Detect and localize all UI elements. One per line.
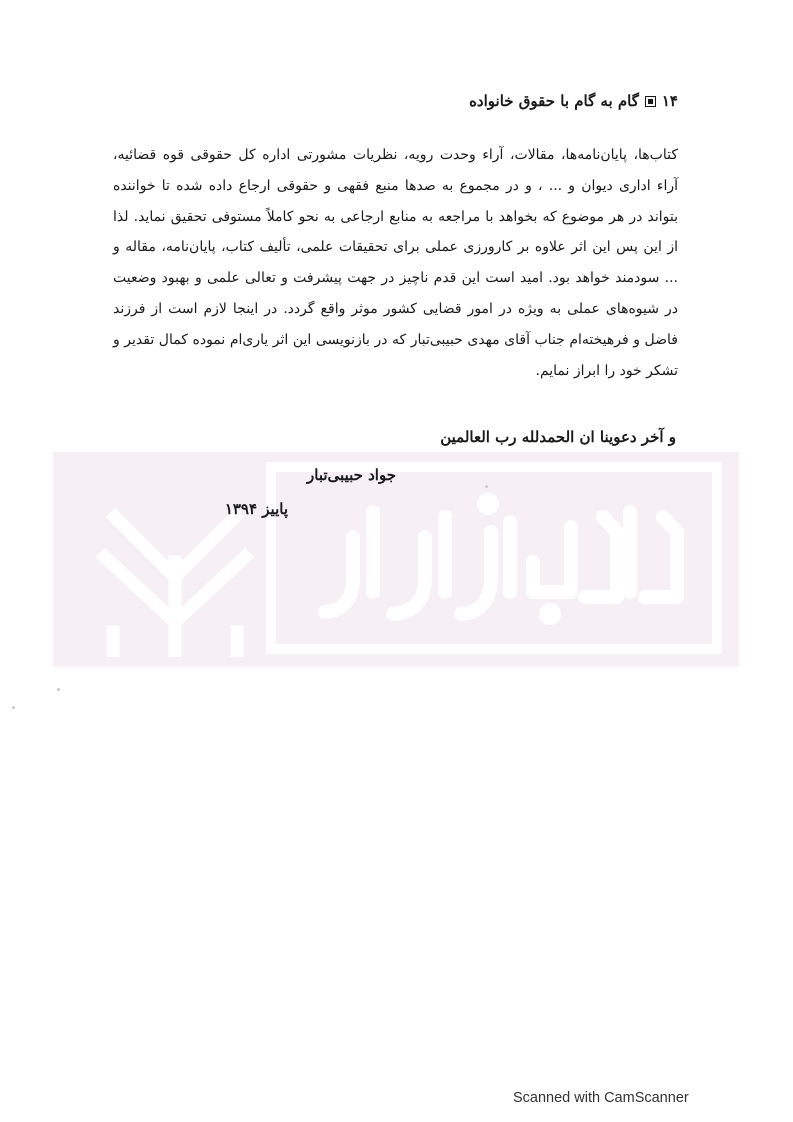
body-paragraph: کتاب‌ها، پایان‌نامه‌ها، مقالات، آراء وحدت رویه، نظریات مشورتی اداره کل حقوقی قوه قضائیه، آراء اداری دیوان و ... ، و در مجموع به صدها منبع فقهی و حقوقی ارجاع داده شده تا خواننده بتواند در هر موضوع که بخواهد با مراجعه به منابع ارجاعی به نحو کاملاً مستوفی تحقیق نماید. لذا از این پس این اثر علاوه بر کارورزی عملی برای تحقیقات علمی، تألیف کتاب، پایان‌نامه، مقاله و ... سودمند خواهد بود. امید است این قدم ناچیز در جهت پیشرفت و تعالی علمی و بهبود وضعیت در شیوه‌های عملی به ویژه در امور قضایی کشور موثر واقع گردد. در اینجا لازم است از فرزند فاضل و فرهیخته‌ام جناب آقای مهدی حبیبی‌تبار که در بازنویسی این اثر یاری‌ام نموده کمال تقدیر و تشکر خود را ابراز نمایم. <box>113 147 679 379</box>
closing-prayer: و آخر دعوینا ان الحمدلله رب العالمین <box>440 428 676 446</box>
scan-speck <box>485 485 488 488</box>
scanner-footer: Scanned with CamScanner <box>513 1090 689 1106</box>
author-signature: جواد حبیبی‌تبار <box>307 466 396 484</box>
watermark-wordmark <box>285 482 705 632</box>
bullet-square-icon <box>645 96 656 107</box>
scan-speck <box>12 706 15 709</box>
page-number: ۱۴ <box>661 92 678 110</box>
running-title: گام به گام با حقوق خانواده <box>469 92 639 110</box>
page-header <box>469 92 678 110</box>
watermark <box>53 452 739 667</box>
body-text <box>113 140 678 386</box>
scan-speck <box>57 688 60 691</box>
watermark-logo-icon <box>93 462 258 657</box>
date-line: پاییز ۱۳۹۴ <box>224 500 288 518</box>
